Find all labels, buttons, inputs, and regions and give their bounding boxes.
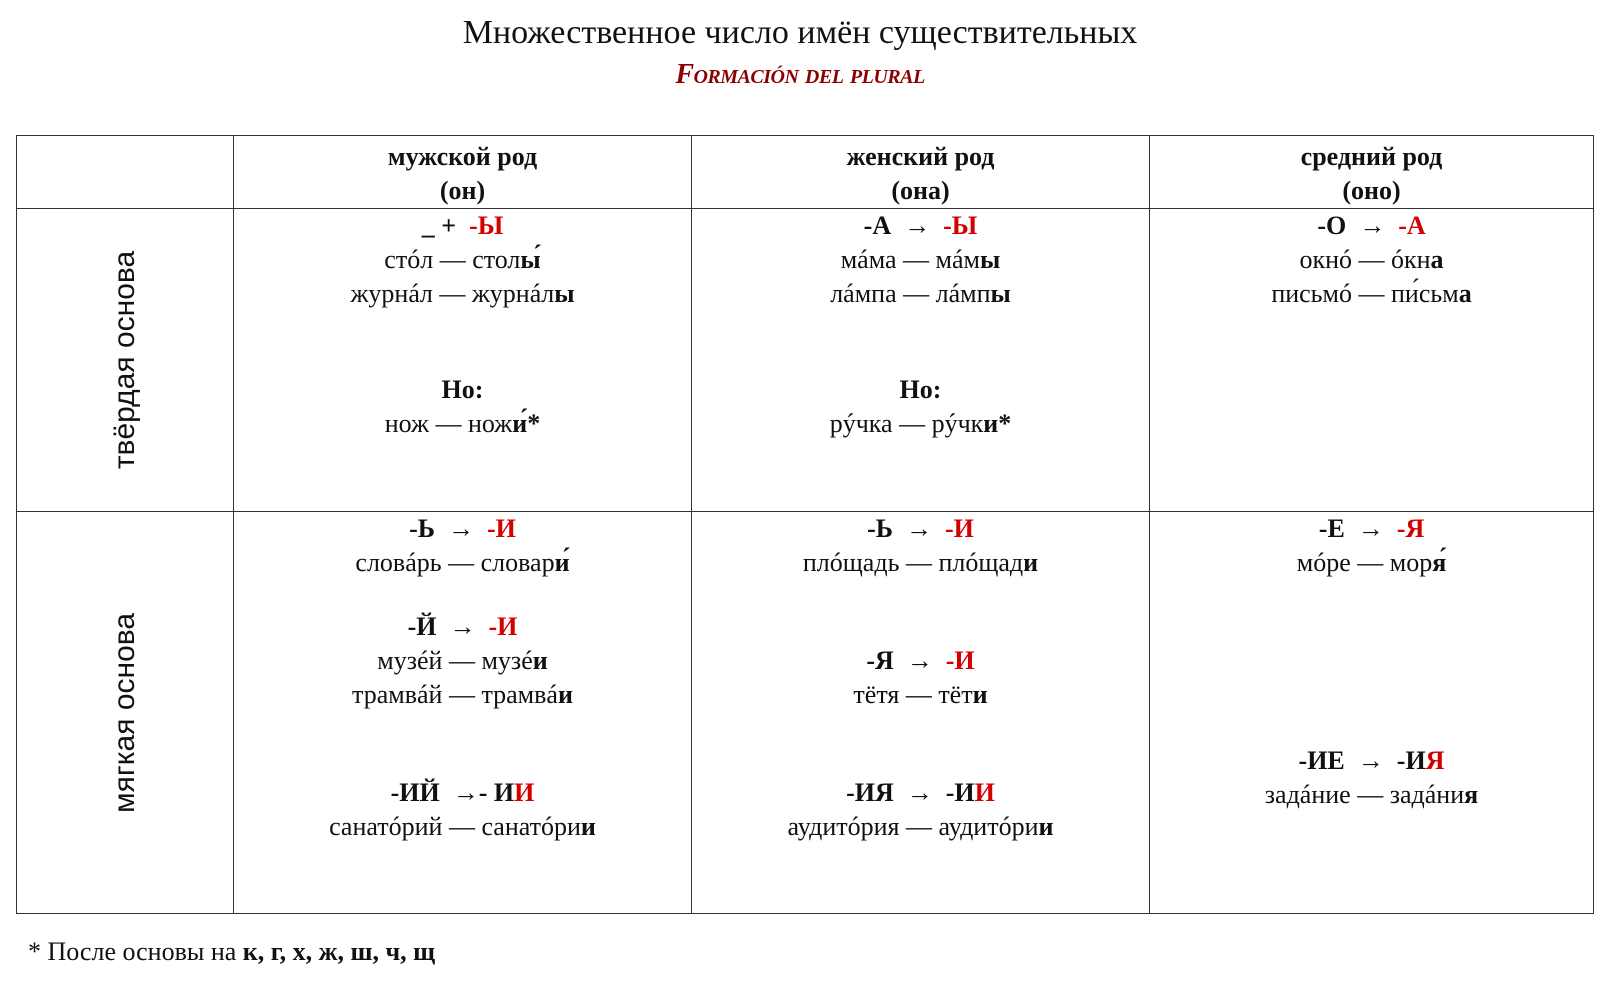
example: музéй — музéи [377,646,548,675]
header-feminine [692,136,1150,209]
header-masculine [234,136,692,209]
ending-rule: -Ь → -И [867,514,974,543]
example: задáние — задáния [1264,780,1479,809]
ending-rule: -О → -А [1317,211,1426,240]
example: лáмпа — лáмпы [830,279,1011,308]
ending-rule: -Я → -И [866,646,975,675]
example: аудитóрия — аудитóрии [787,812,1054,841]
exception-label: Но: [899,375,942,404]
example: плóщадь — плóщади [802,548,1039,577]
corner-cell [17,136,234,209]
example: санатóрий — санатóрии [329,812,596,841]
example: рýчка — рýчки* [829,409,1012,438]
page-title: Множественное число имён существительных [462,14,1138,51]
row-label-cell [17,512,234,914]
ending-rule: -А → -Ы [863,211,978,240]
gender-name: мужской род [387,142,538,171]
cell-hard-feminine [692,209,1150,512]
header-neuter [1150,136,1594,209]
ending-rule: -Ь → -И [409,514,516,543]
example: нож — ножи́* [384,409,541,438]
example: трамвáй — трамвáи [352,680,573,709]
page-subtitle: Formación del plural [675,59,925,90]
ending-rule: -Й → -И [407,612,518,641]
gender-pronoun: (оно) [1342,176,1401,205]
cell-soft-feminine [692,512,1150,914]
plural-table [16,135,1594,914]
example: журнáл — журнáлы [350,279,575,308]
footnote [28,935,435,969]
ending-rule: -Е → -Я [1318,514,1425,543]
exception-label: Но: [441,375,484,404]
gender-name: средний род [1300,142,1443,171]
ending-rule: -ИЙ →- ИИ [390,778,535,807]
ending-rule: _ + -Ы [421,211,504,240]
soft-stem-row [17,512,1594,914]
footnote-text: * После основы на [28,937,237,966]
cell-soft-masculine [234,512,692,914]
cell-hard-masculine [234,209,692,512]
row-label-cell [17,209,234,512]
example: окнó — óкна [1299,245,1444,274]
gender-pronoun: (она) [891,176,950,205]
ending-rule: -ИЯ → -ИИ [846,778,995,807]
cell-hard-neuter [1150,209,1594,512]
row-label-hard: твёрдая основа [108,250,141,470]
example: словáрь — словари́ [355,548,570,577]
example: письмó — пи́сьма [1271,279,1472,308]
example: мóре — моря́ [1296,548,1447,577]
example: стóл — столы́ [384,245,541,274]
cell-soft-neuter [1150,512,1594,914]
ending-rule: -ИЕ → -ИЯ [1298,746,1445,775]
header-row [17,136,1594,209]
row-label-soft: мягкая основа [108,612,141,813]
example: мáма — мáмы [840,245,1001,274]
hard-stem-row [17,209,1594,512]
gender-pronoun: (он) [439,176,486,205]
gender-name: женский род [846,142,995,171]
footnote-letters: к, г, х, ж, ш, ч, щ [242,937,436,966]
example: тётя — тёти [853,680,988,709]
